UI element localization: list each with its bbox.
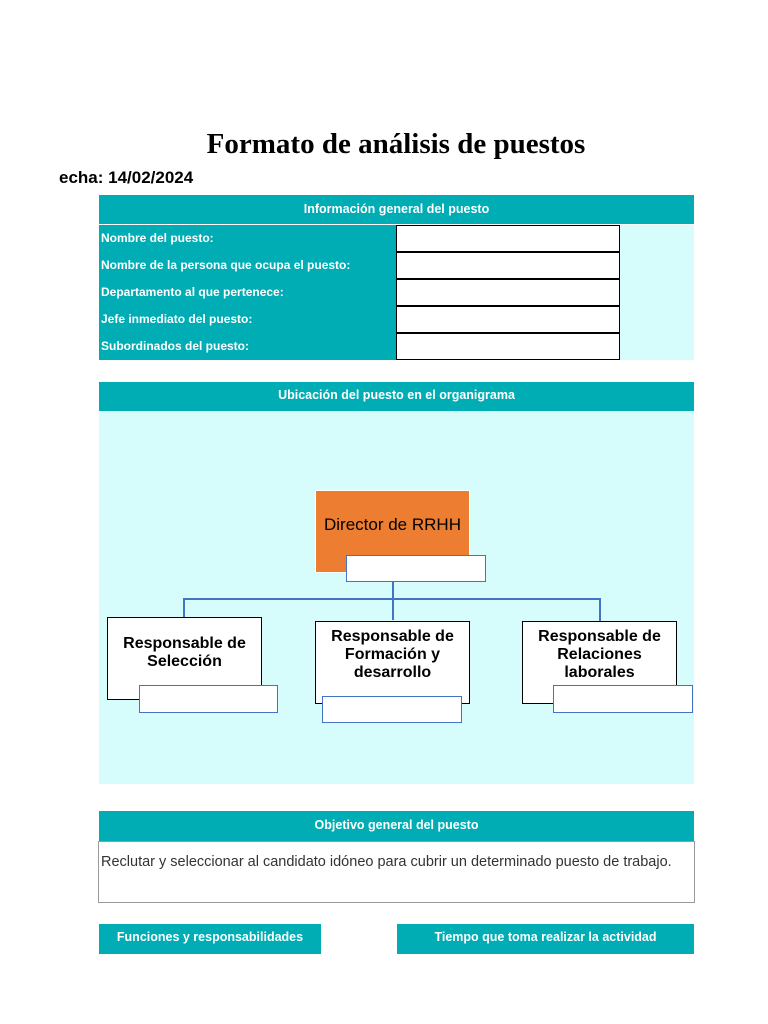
funciones-header: Funciones y responsabilidades — [99, 924, 321, 954]
organigrama-header: Ubicación del puesto en el organigrama — [99, 382, 694, 411]
field-input-departamento[interactable] — [396, 279, 620, 306]
org-box-director[interactable]: Director de RRHH — [315, 490, 470, 573]
field-label-jefe-inmediato: Jefe inmediato del puesto: — [99, 306, 396, 333]
org-formacion-subfield[interactable] — [322, 696, 462, 723]
date-label: echa: 14/02/2024 — [59, 168, 194, 187]
field-extra-cell — [620, 333, 694, 360]
org-seleccion-subfield[interactable] — [139, 685, 278, 713]
info-general-header: Información general del puesto — [99, 195, 694, 224]
org-box-relaciones[interactable]: Responsable de Relaciones laborales — [522, 621, 677, 704]
field-extra-cell — [620, 225, 694, 252]
field-label-nombre-puesto: Nombre del puesto: — [99, 225, 396, 252]
field-label-nombre-persona: Nombre de la persona que ocupa el puesto: — [99, 252, 396, 279]
field-input-nombre-persona[interactable] — [396, 252, 620, 279]
objetivo-header: Objetivo general del puesto — [99, 811, 694, 841]
field-label-subordinados: Subordinados del puesto: — [99, 333, 396, 360]
field-input-nombre-puesto[interactable] — [396, 225, 620, 252]
field-input-jefe-inmediato[interactable] — [396, 306, 620, 333]
tiempo-header: Tiempo que toma realizar la actividad — [397, 924, 694, 954]
field-extra-cell — [620, 279, 694, 306]
org-connector-left — [183, 598, 185, 618]
page-title: Formato de análisis de puestos — [206, 128, 586, 160]
org-box-formacion[interactable]: Responsable de Formación y desarrollo — [315, 621, 470, 704]
org-box-seleccion[interactable]: Responsable de Selección — [107, 617, 262, 700]
field-input-subordinados[interactable] — [396, 333, 620, 360]
field-extra-cell — [620, 252, 694, 279]
org-connector-horizontal — [183, 598, 600, 600]
org-director-subfield[interactable] — [346, 555, 486, 582]
field-label-departamento: Departamento al que pertenece: — [99, 279, 396, 306]
org-connector-right — [599, 598, 601, 621]
org-relaciones-subfield[interactable] — [553, 685, 693, 713]
field-extra-cell — [620, 306, 694, 333]
objetivo-text[interactable]: Reclutar y seleccionar al candidato idóneo para cubrir un determinado puesto de trabajo. — [98, 841, 695, 903]
